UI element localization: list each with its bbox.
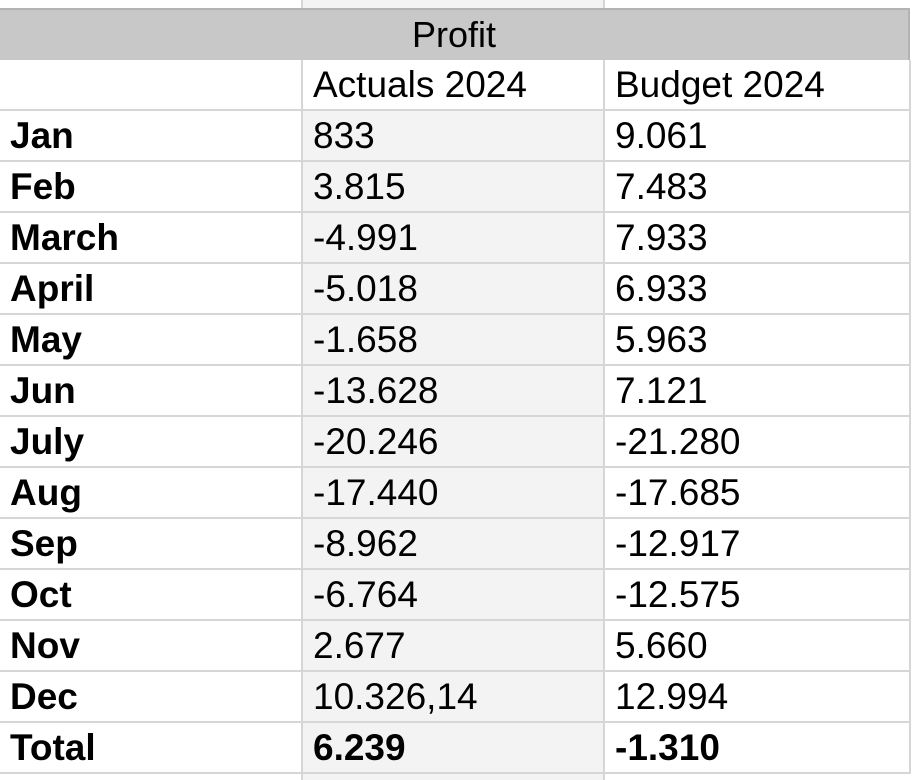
budget-cell[interactable]: 12.994 — [604, 671, 910, 722]
row-label-cell[interactable]: Oct — [0, 569, 302, 620]
budget-cell[interactable]: -12.575 — [604, 569, 910, 620]
budget-cell[interactable]: 5.963 — [604, 314, 910, 365]
actuals-cell[interactable]: 833 — [302, 110, 604, 161]
budget-cell[interactable]: -21.280 — [604, 416, 910, 467]
budget-cell[interactable]: 9.061 — [604, 110, 910, 161]
actuals-cell[interactable]: 3.815 — [302, 161, 604, 212]
actuals-cell[interactable]: -20.246 — [302, 416, 604, 467]
table-row — [0, 212, 910, 263]
row-label-cell[interactable]: April — [0, 263, 302, 314]
actuals-cell[interactable]: -4.991 — [302, 212, 604, 263]
table-row — [0, 569, 910, 620]
actuals-cell[interactable]: -13.628 — [302, 365, 604, 416]
actuals-cell[interactable]: -6.764 — [302, 569, 604, 620]
header-cell[interactable] — [0, 60, 302, 110]
actuals-cell[interactable]: 10.326,14 — [302, 671, 604, 722]
actuals-cell[interactable]: -5.018 — [302, 263, 604, 314]
table-row — [0, 467, 910, 518]
budget-cell[interactable]: 7.483 — [604, 161, 910, 212]
header-cell-actuals[interactable]: Actuals 2024 — [302, 60, 604, 110]
row-label-cell[interactable]: Jun — [0, 365, 302, 416]
header-cell-budget[interactable]: Budget 2024 — [604, 60, 910, 110]
row-label-cell[interactable]: Dec — [0, 671, 302, 722]
budget-cell[interactable]: 7.121 — [604, 365, 910, 416]
table-row — [0, 161, 910, 212]
row-label-cell[interactable]: July — [0, 416, 302, 467]
row-label-cell[interactable]: March — [0, 212, 302, 263]
row-label-cell[interactable]: Sep — [0, 518, 302, 569]
total-label-cell[interactable]: Total — [0, 722, 302, 773]
budget-cell[interactable]: 5.660 — [604, 620, 910, 671]
total-row — [0, 722, 910, 773]
total-budget-cell[interactable]: -1.310 — [604, 722, 910, 773]
actuals-cell[interactable]: -8.962 — [302, 518, 604, 569]
actuals-cell[interactable]: 2.677 — [302, 620, 604, 671]
table-row — [0, 263, 910, 314]
row-label-cell[interactable]: Feb — [0, 161, 302, 212]
table-row — [0, 518, 910, 569]
table-row — [0, 671, 910, 722]
budget-cell[interactable]: -17.685 — [604, 467, 910, 518]
total-actuals-cell[interactable]: 6.239 — [302, 722, 604, 773]
row-label-cell[interactable]: Jan — [0, 110, 302, 161]
merged-title-cell[interactable]: Profit — [0, 8, 910, 62]
profit-table — [0, 60, 911, 774]
table-row — [0, 416, 910, 467]
table-row — [0, 365, 910, 416]
header-row — [0, 60, 910, 110]
budget-cell[interactable]: -12.917 — [604, 518, 910, 569]
row-label-cell[interactable]: Nov — [0, 620, 302, 671]
row-label-cell[interactable]: Aug — [0, 467, 302, 518]
table-row — [0, 314, 910, 365]
budget-cell[interactable]: 6.933 — [604, 263, 910, 314]
row-label-cell[interactable]: May — [0, 314, 302, 365]
table-row — [0, 110, 910, 161]
actuals-cell[interactable]: -17.440 — [302, 467, 604, 518]
actuals-cell[interactable]: -1.658 — [302, 314, 604, 365]
budget-cell[interactable]: 7.933 — [604, 212, 910, 263]
table-row — [0, 620, 910, 671]
